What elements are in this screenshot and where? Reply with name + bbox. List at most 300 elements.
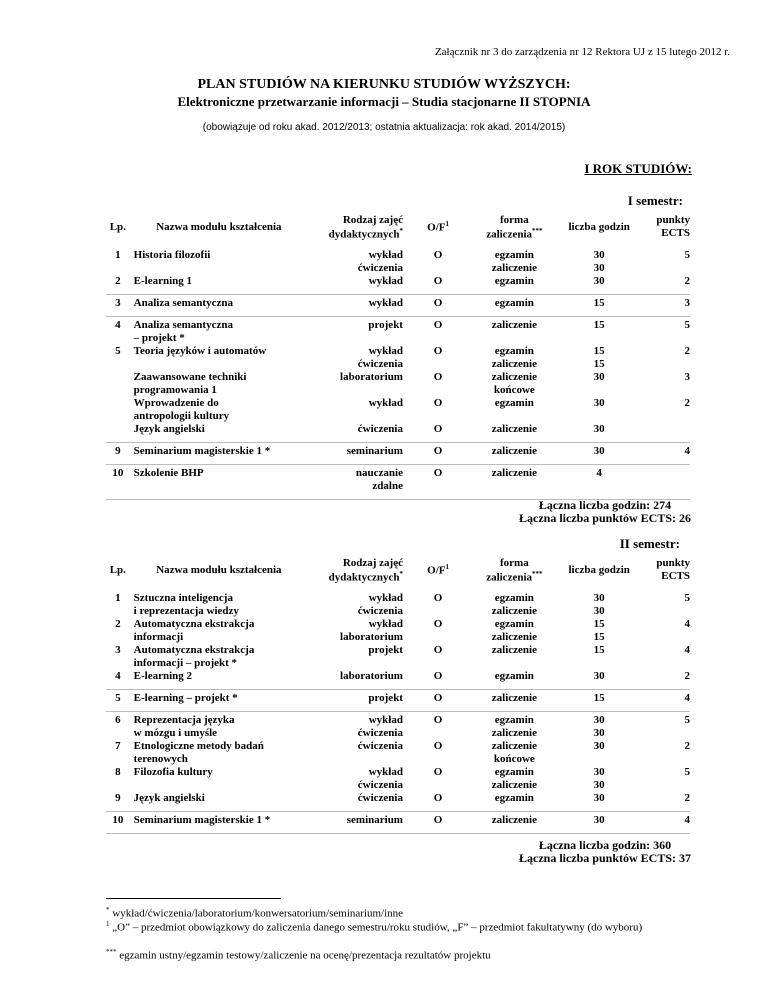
cell-line: ćwiczenia <box>357 740 403 752</box>
cell-line: Sztuczna inteligencja <box>133 592 233 604</box>
cell-line: O <box>433 467 443 479</box>
cell-line: 15 <box>593 692 605 704</box>
cell-line: egzamin <box>494 766 534 778</box>
cell-line: O <box>433 618 443 630</box>
cell-line <box>639 262 690 275</box>
cell-line <box>469 657 559 670</box>
cell-ects <box>639 712 690 812</box>
row-number: 3 <box>115 644 121 656</box>
cell-line <box>639 727 690 740</box>
cell-line: egzamin <box>494 714 534 726</box>
cell-type <box>304 443 407 465</box>
semester-1-label: I semestr: <box>627 193 683 208</box>
cell-line: 30 <box>593 670 605 682</box>
cell-hours <box>560 690 639 712</box>
cell-line <box>407 410 469 423</box>
cell-line: O <box>433 692 443 704</box>
cell-ects <box>639 317 690 443</box>
cell-line <box>304 753 403 766</box>
cell-line <box>407 332 469 345</box>
cell-form <box>469 317 559 443</box>
cell-line: 5 <box>684 766 690 778</box>
cell-line: 30 <box>593 262 605 274</box>
cell-line: Seminarium magisterskie 1 * <box>133 814 271 826</box>
row-number: 2 <box>115 275 121 287</box>
cell-name <box>130 465 304 500</box>
cell-of <box>407 812 469 834</box>
cell-line: wykład <box>368 297 403 309</box>
column-header-ects-line2: ECTS <box>661 227 690 239</box>
cell-line: zaliczenie <box>491 644 537 656</box>
cell-line: Język angielski <box>133 423 205 435</box>
cell-line: O <box>433 814 443 826</box>
cell-line: nauczanie <box>355 467 403 479</box>
cell-line: zaliczenie <box>491 371 537 383</box>
cell-line: 30 <box>593 423 605 435</box>
cell-line: O <box>433 592 443 604</box>
semester-2-label: II semestr: <box>619 536 680 551</box>
cell-form <box>469 247 559 295</box>
cell-line: 5 <box>684 714 690 726</box>
cell-line <box>134 358 304 371</box>
cell-line <box>639 332 690 345</box>
cell-line: 4 <box>684 445 690 457</box>
cell-line: zaliczenie <box>491 740 537 752</box>
cell-line <box>639 358 690 371</box>
row-number: 9 <box>115 792 121 804</box>
column-header-of: O/F <box>427 221 446 234</box>
cell-line <box>304 384 403 397</box>
cell-line: 2 <box>684 740 690 752</box>
cell-line: 15 <box>593 618 605 630</box>
cell-lp <box>106 812 130 834</box>
cell-line: 2 <box>684 397 690 409</box>
column-header-name: Nazwa modułu kształcenia <box>156 220 282 233</box>
cell-line: 15 <box>593 297 605 309</box>
cell-line: O <box>433 249 443 261</box>
cell-line: Analiza semantyczna <box>133 319 233 331</box>
cell-line: egzamin <box>494 592 534 604</box>
cell-line: 2 <box>684 670 690 682</box>
cell-line: O <box>433 423 443 435</box>
cell-lp <box>106 317 130 443</box>
cell-line: O <box>433 345 443 357</box>
cell-line: 15 <box>593 644 605 656</box>
cell-line: egzamin <box>494 297 534 309</box>
cell-line: 15 <box>593 345 605 357</box>
table-row <box>106 590 690 690</box>
cell-hours <box>560 443 639 465</box>
cell-line: Zaawansowane techniki <box>133 371 247 383</box>
cell-line: O <box>433 445 443 457</box>
cell-line <box>304 410 403 423</box>
cell-type <box>304 690 407 712</box>
cell-line <box>407 779 469 792</box>
column-header-form-line2: zaliczenia <box>486 228 533 241</box>
document-subtitle: Elektroniczne przetwarzanie informacji – Studia stacjonarne II STOPNIA <box>177 94 591 109</box>
cell-line: 2 <box>684 275 690 287</box>
cell-line: ćwiczenia <box>357 262 403 274</box>
cell-line: O <box>433 766 443 778</box>
cell-line: O <box>433 670 443 682</box>
cell-line: egzamin <box>494 275 534 287</box>
cell-line: 4 <box>684 644 690 656</box>
cell-line: wykład <box>368 766 403 778</box>
cell-line: ćwiczenia <box>357 779 403 791</box>
cell-line: Automatyczna ekstrakcja <box>133 618 255 630</box>
cell-line: 30 <box>593 397 605 409</box>
cell-line <box>639 410 690 423</box>
cell-line: ćwiczenia <box>357 423 403 435</box>
cell-line: 3 <box>684 371 690 383</box>
cell-line: programowania 1 <box>133 384 217 396</box>
cell-line: w mózgu i umyśle <box>133 727 218 739</box>
row-number: 4 <box>115 319 121 331</box>
cell-line <box>639 779 690 792</box>
row-number: 5 <box>115 692 121 704</box>
cell-line <box>469 410 559 423</box>
cell-line: zaliczenie <box>491 319 537 331</box>
column-header-hours: liczba godzin <box>568 563 630 576</box>
cell-line: 5 <box>684 249 690 261</box>
cell-form <box>469 465 559 500</box>
cell-line <box>639 423 690 436</box>
cell-line: ćwiczenia <box>357 358 403 370</box>
cell-line: zaliczenie <box>491 692 537 704</box>
cell-line: E-learning 1 <box>133 275 193 287</box>
cell-line: zaliczenie <box>491 423 537 435</box>
table-row <box>106 295 690 317</box>
cell-of <box>407 465 469 500</box>
cell-lp <box>106 295 130 317</box>
cell-line: 30 <box>593 275 605 287</box>
cell-line <box>639 384 690 397</box>
cell-line <box>407 657 469 670</box>
cell-form <box>469 812 559 834</box>
cell-line: 30 <box>593 727 605 739</box>
cell-line: O <box>433 714 443 726</box>
cell-line: zaliczenie <box>491 445 537 457</box>
cell-line: ćwiczenia <box>357 605 403 617</box>
cell-lp <box>106 712 130 812</box>
cell-line <box>407 384 469 397</box>
attachment-note: Załącznik nr 3 do zarządzenia nr 12 Rektora UJ z 15 lutego 2012 r. <box>434 46 730 58</box>
cell-line: informacji – projekt * <box>133 657 238 669</box>
cell-line: E-learning 2 <box>133 670 193 682</box>
column-header-type-line1: Rodzaj zajęć <box>342 213 403 226</box>
cell-of <box>407 247 469 295</box>
cell-line: egzamin <box>494 618 534 630</box>
row-number: 10 <box>112 814 124 826</box>
cell-line: Teoria języków i automatów <box>133 345 267 357</box>
table-row <box>106 690 690 712</box>
row-number: 3 <box>115 297 121 309</box>
cell-type <box>304 812 407 834</box>
cell-line <box>469 332 559 345</box>
cell-line: informacji <box>133 631 184 643</box>
table-row <box>106 443 690 465</box>
cell-line <box>639 605 690 618</box>
row-number: 1 <box>115 592 121 604</box>
year-heading: I ROK STUDIÓW: <box>584 161 692 176</box>
cell-hours <box>560 812 639 834</box>
cell-line: 5 <box>684 319 690 331</box>
semester-1-total-ects: Łączna liczba punktów ECTS: 26 <box>518 511 692 525</box>
row-number: 6 <box>115 714 121 726</box>
semester-2-total-ects: Łączna liczba punktów ECTS: 37 <box>518 851 692 865</box>
cell-ects <box>639 443 690 465</box>
cell-line: 5 <box>684 592 690 604</box>
cell-line <box>560 384 639 397</box>
table-row <box>106 712 690 812</box>
column-header-form-line2: zaliczenia <box>486 571 533 584</box>
cell-line: i reprezentacja wiedzy <box>133 605 239 617</box>
cell-lp <box>106 590 130 690</box>
cell-ects <box>639 295 690 317</box>
cell-name <box>130 317 304 443</box>
cell-line: 30 <box>593 445 605 457</box>
cell-line: 30 <box>593 592 605 604</box>
cell-line <box>407 727 469 740</box>
cell-line <box>560 332 639 345</box>
cell-line: Reprezentacja języka <box>133 714 235 726</box>
cell-form <box>469 712 559 812</box>
column-header-form-line1: forma <box>500 556 529 569</box>
footnote-divider <box>106 898 281 899</box>
cell-line: zaliczenie <box>491 779 537 791</box>
column-header-hours: liczba godzin <box>568 220 630 233</box>
cell-name <box>130 590 304 690</box>
cell-form <box>469 690 559 712</box>
cell-lp <box>106 443 130 465</box>
cell-line: zaliczenie <box>491 605 537 617</box>
cell-lp <box>106 690 130 712</box>
cell-ects <box>639 247 690 295</box>
cell-line <box>304 657 403 670</box>
cell-form <box>469 295 559 317</box>
cell-of <box>407 317 469 443</box>
cell-line: zaliczenie <box>491 814 537 826</box>
cell-line: 15 <box>593 631 605 643</box>
cell-type <box>304 317 407 443</box>
cell-line <box>304 332 403 345</box>
cell-of <box>407 712 469 812</box>
row-number: 4 <box>115 670 121 682</box>
cell-hours <box>560 247 639 295</box>
cell-line <box>560 657 639 670</box>
cell-line: Seminarium magisterskie 1 * <box>133 445 271 457</box>
cell-line <box>639 631 690 644</box>
row-number: 10 <box>112 467 124 479</box>
cell-of <box>407 690 469 712</box>
cell-line: projekt <box>368 644 403 656</box>
cell-line <box>560 410 639 423</box>
cell-line: O <box>433 740 443 752</box>
semester-1-table: Lp. Nazwa modułu kształcenia Rodzaj zajęć dydaktycznych* $O/F^1$ forma zaliczenia*** liczba godzin punkty ECTS 1 2 Historia filozofii E-learning 1 wykład ćwiczenia wykład O O egzamin zaliczenie egzamin 30 30 30 5 2 3 Analiza semantyczna wykład O egzamin 15 3 4 5 Analiza semantyczna – projekt * Teoria języków i automatów Zaawansowane techniki programowania 1 Wprowadzenie do antropologii kultury Język angielski projekt wykład ćwiczenia laboratorium wykład ćwiczenia O O O O O zaliczenie egzamin zaliczenie zaliczenie końcowe egzamin zaliczenie 15 15 15 30 30 30 5 2 3 2 9 Seminarium magisterskie 1 * seminarium O zaliczenie 30 4 10 Szkolenie BHP nauczanie zdalne O zaliczenie 4 <box>106 207 690 500</box>
cell-line: 30 <box>593 249 605 261</box>
cell-line: wykład <box>368 592 403 604</box>
cell-line: O <box>433 297 443 309</box>
cell-line <box>407 753 469 766</box>
column-header-name: Nazwa modułu kształcenia <box>156 563 282 576</box>
cell-line: Wprowadzenie do <box>133 397 219 409</box>
column-header-type-line1: Rodzaj zajęć <box>342 556 403 569</box>
cell-line <box>639 467 690 480</box>
column-header-lp: Lp. <box>109 563 126 576</box>
cell-hours <box>560 590 639 690</box>
cell-line <box>407 631 469 644</box>
column-header-ects-line1: punkty <box>656 214 690 226</box>
cell-line: ćwiczenia <box>357 792 403 804</box>
cell-line: Etnologiczne metody badań <box>133 740 264 752</box>
cell-line: wykład <box>368 714 403 726</box>
cell-line: laboratorium <box>340 371 403 383</box>
cell-line: – projekt * <box>133 332 185 344</box>
cell-line: egzamin <box>494 792 534 804</box>
cell-line: 3 <box>684 297 690 309</box>
cell-line <box>639 753 690 766</box>
cell-line: 4 <box>684 618 690 630</box>
cell-line: Język angielski <box>133 792 205 804</box>
footnote-1: * wykład/ćwiczenia/laboratorium/konwersatorium/seminarium/inne <box>106 906 404 920</box>
cell-hours <box>560 317 639 443</box>
cell-ects <box>639 465 690 500</box>
cell-ects <box>639 590 690 690</box>
cell-line <box>134 779 304 792</box>
cell-of <box>407 295 469 317</box>
cell-line: zaliczenie <box>491 467 537 479</box>
semester-2-total-hours: Łączna liczba godzin: 360 <box>538 838 672 852</box>
cell-line: laboratorium <box>340 631 403 643</box>
cell-type <box>304 712 407 812</box>
cell-line: zaliczenie <box>491 262 537 274</box>
cell-type <box>304 590 407 690</box>
row-number: 9 <box>115 445 121 457</box>
cell-line: Szkolenie BHP <box>133 467 204 479</box>
cell-line: wykład <box>368 275 403 287</box>
cell-line: O <box>433 371 443 383</box>
cell-line: 2 <box>684 792 690 804</box>
cell-line: 4 <box>596 467 602 479</box>
table-row <box>106 317 690 443</box>
cell-line: wykład <box>368 618 403 630</box>
cell-lp <box>106 465 130 500</box>
column-header-form-line1: forma <box>500 213 529 226</box>
cell-type <box>304 247 407 295</box>
cell-line: antropologii kultury <box>133 410 230 422</box>
cell-line: 30 <box>593 714 605 726</box>
cell-hours <box>560 295 639 317</box>
row-number: 2 <box>115 618 121 630</box>
cell-line: projekt <box>368 319 403 331</box>
cell-line: egzamin <box>494 397 534 409</box>
cell-line: 30 <box>593 814 605 826</box>
cell-line: zdalne <box>372 480 403 492</box>
cell-line: O <box>433 792 443 804</box>
cell-line <box>407 358 469 371</box>
cell-line <box>134 262 304 275</box>
cell-name <box>130 712 304 812</box>
cell-type <box>304 465 407 500</box>
cell-name <box>130 443 304 465</box>
semester-2-table: Lp. Nazwa modułu kształcenia Rodzaj zajęć dydaktycznych* $O/F^1$ forma zaliczenia*** liczba godzin punkty ECTS 1 2 3 4 Sztuczna inteligencja i reprezentacja wiedzy Automatyczna ekstrakcja informacji Automatyczna ekstrakcja informacji – projekt * E-learning 2 wykład ćwiczenia wykład laboratorium projekt laboratorium O O O O egzamin zaliczenie egzamin zaliczenie zaliczenie egzamin 30 30 15 15 15 30 5 4 4 2 5 E-learning – projekt * projekt O zaliczenie 15 4 6 7 8 9 Reprezentacja języka w mózgu i umyśle Etnologiczne metody badań terenowych Filozofia kultury Język angielski wykład ćwiczenia ćwiczenia wykład ćwiczenia ćwiczenia O O O O egzamin zaliczenie zaliczenie końcowe egzamin zaliczenie egzamin 30 30 30 30 30 30 5 2 5 2 10 Seminarium magisterskie 1 * seminarium O zaliczenie 30 4 <box>106 550 690 834</box>
column-header-ects-line1: punkty <box>656 557 690 569</box>
cell-form <box>469 443 559 465</box>
cell-ects <box>639 690 690 712</box>
cell-line: 15 <box>593 358 605 370</box>
cell-line: terenowych <box>133 753 188 765</box>
footnote-3: *** egzamin ustny/egzamin testowy/zaliczenie na ocenę/prezentacja rezultatów projektu <box>106 948 491 962</box>
cell-line: końcowe <box>493 384 535 396</box>
cell-line: wykład <box>368 397 403 409</box>
cell-hours <box>560 465 639 500</box>
cell-ects <box>639 812 690 834</box>
validity-note: (obowiązuje od roku akad. 2012/2013; ostatnia aktualizacja: rok akad. 2014/2015) <box>202 122 566 133</box>
cell-form <box>469 590 559 690</box>
cell-hours <box>560 712 639 812</box>
row-number: 5 <box>115 345 121 357</box>
semester-1-total-hours: Łączna liczba godzin: 274 <box>538 498 672 512</box>
column-header-ects-line2: ECTS <box>661 570 690 582</box>
cell-line: laboratorium <box>340 670 403 682</box>
cell-line: ćwiczenia <box>357 727 403 739</box>
cell-line <box>560 753 639 766</box>
column-header-of: O/F <box>427 564 446 577</box>
cell-line: 30 <box>593 792 605 804</box>
cell-of <box>407 443 469 465</box>
cell-line: wykład <box>368 345 403 357</box>
footnote-2: $^1$ „O” – przedmiot obowiązkowy do zaliczenia danego semestru/roku studiów, „F” – przedmiot fakultatywny (do wyboru) <box>106 920 643 934</box>
cell-line: seminarium <box>346 445 403 457</box>
cell-line: seminarium <box>346 814 403 826</box>
cell-line: 30 <box>593 740 605 752</box>
cell-line: Historia filozofii <box>133 249 211 261</box>
cell-line: O <box>433 397 443 409</box>
cell-line: 30 <box>593 605 605 617</box>
row-number: 8 <box>115 766 121 778</box>
table-row <box>106 812 690 834</box>
cell-line: końcowe <box>493 753 535 765</box>
cell-line: 4 <box>684 692 690 704</box>
cell-lp <box>106 247 130 295</box>
cell-line: zaliczenie <box>491 358 537 370</box>
cell-name <box>130 295 304 317</box>
cell-line: Filozofia kultury <box>133 766 213 778</box>
cell-line: Analiza semantyczna <box>133 297 233 309</box>
cell-line: O <box>433 644 443 656</box>
cell-name <box>130 247 304 295</box>
cell-line: projekt <box>368 692 403 704</box>
column-header-type-line2: dydaktycznych <box>328 571 400 584</box>
cell-line: zaliczenie <box>491 727 537 739</box>
row-number: 1 <box>115 249 121 261</box>
cell-line: egzamin <box>494 345 534 357</box>
cell-line <box>407 262 469 275</box>
cell-line: 4 <box>684 814 690 826</box>
cell-line: 30 <box>593 371 605 383</box>
table-row <box>106 465 690 500</box>
document-title: PLAN STUDIÓW NA KIERUNKU STUDIÓW WYŻSZYCH: <box>197 77 571 92</box>
column-header-lp: Lp. <box>109 220 126 233</box>
cell-line: wykład <box>368 249 403 261</box>
cell-line: 2 <box>684 345 690 357</box>
cell-line: egzamin <box>494 670 534 682</box>
cell-line <box>639 657 690 670</box>
cell-of <box>407 590 469 690</box>
cell-line: E-learning – projekt * <box>133 692 238 704</box>
row-number: 7 <box>115 740 121 752</box>
cell-line: O <box>433 275 443 287</box>
